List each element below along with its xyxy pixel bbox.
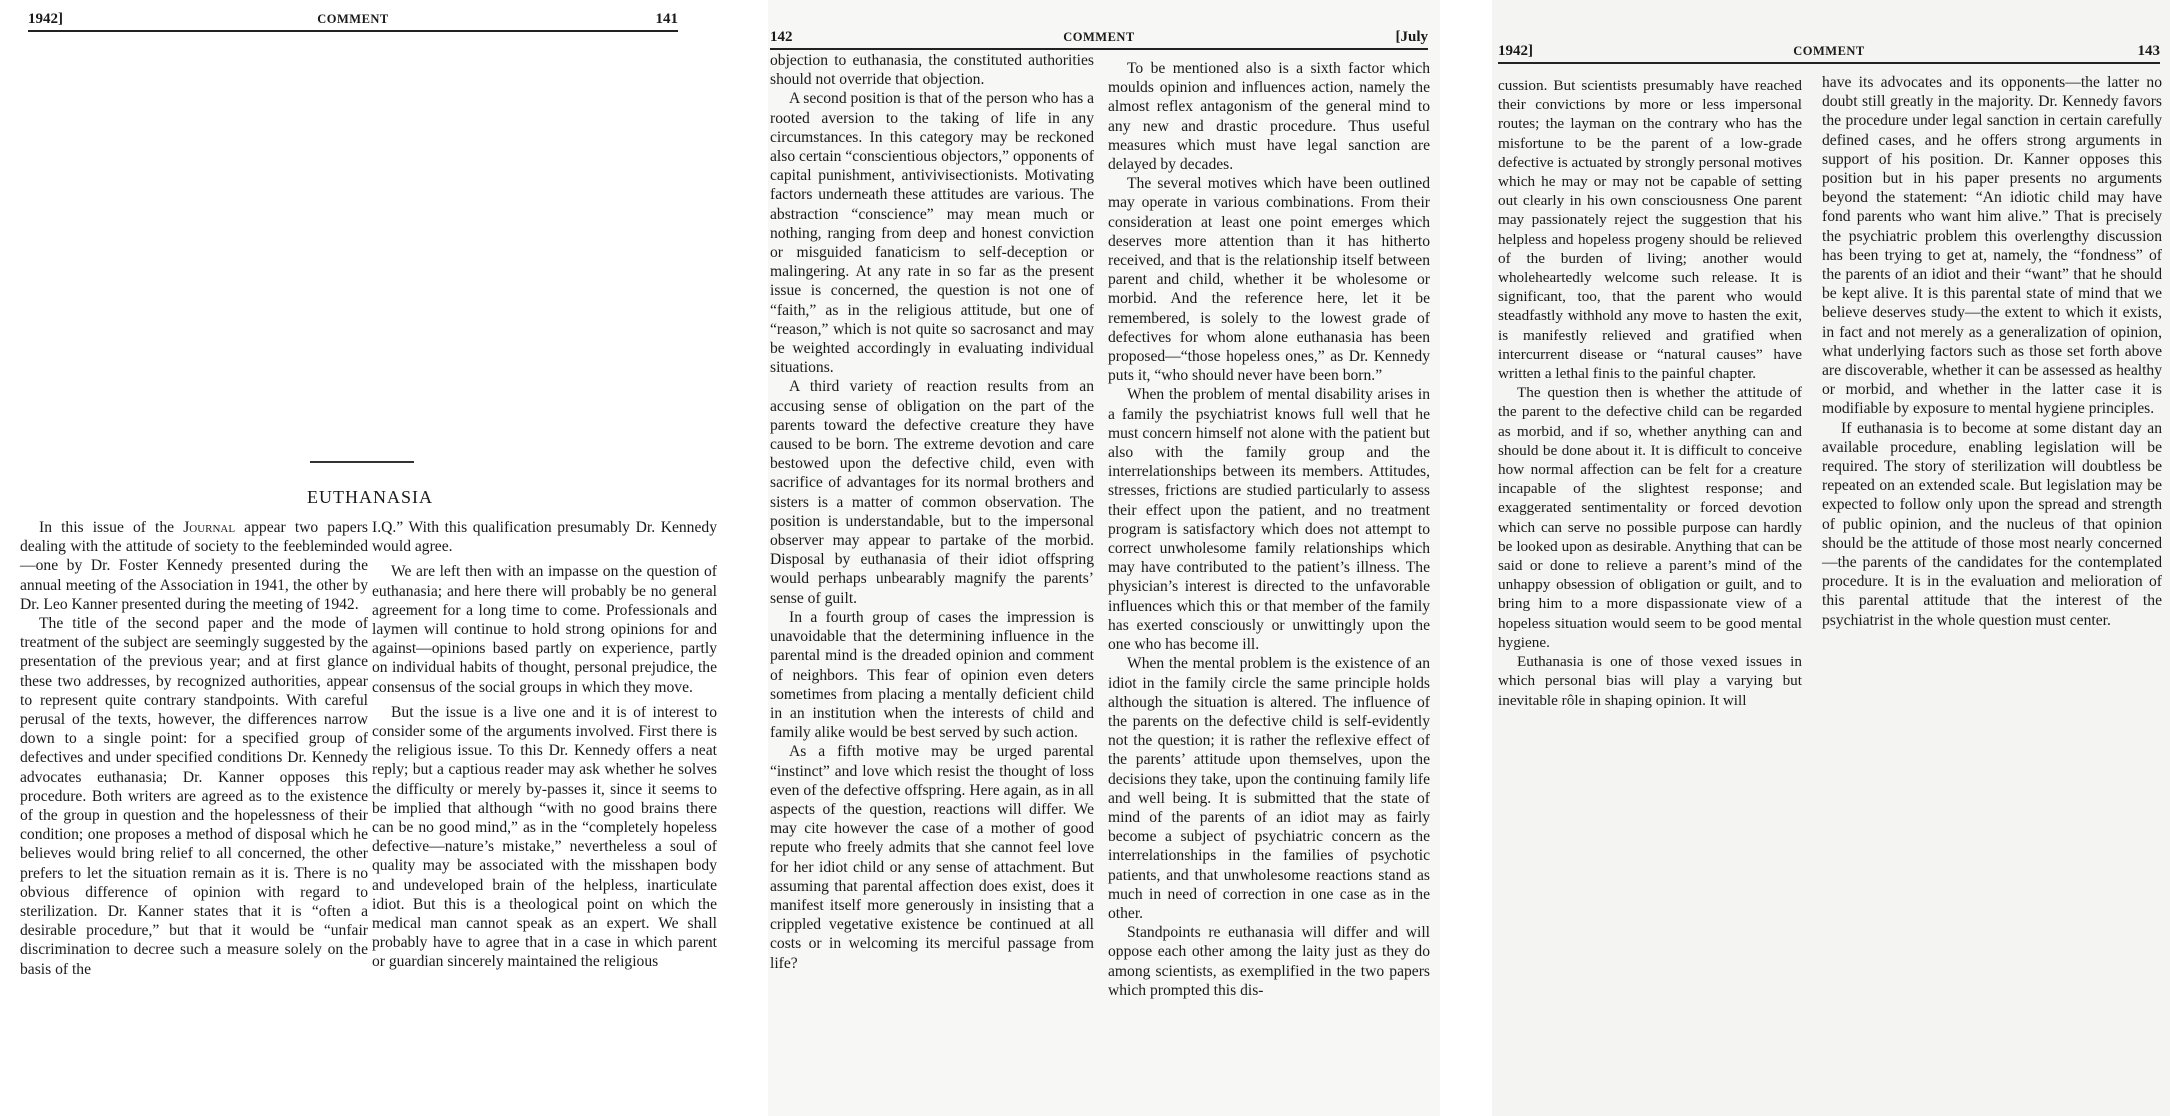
paragraph: The title of the second paper and the mode of treatment of the subject are seemingly suggested by the presentation of the previous year; and at first glance these two addresses, by recognized authorities, appear to represent quite contrary standpoints. With careful perusal of the texts, however, the differences narrow down to a single point: for a specified group of defectives and under specified conditions Dr. Kennedy advocates euthanasia; Dr. Kanner opposes this procedure. Both writers are agreed as to the existence of the group in question and the hopelessness of their condition; one proposes a method of disposal which he believes would bring relief to all concerned, the other prefers to let the situation remain as it is. There is no obvious difference of opinion with regard to sterilization. Dr. Kanner states that it is “often a desirable procedure,” but that it would be “unfair discrimination to decree such a measure solely on the basis of the [20, 615, 368, 978]
page-number: 143 [2137, 43, 2160, 59]
article-title: EUTHANASIA [307, 487, 433, 507]
paragraph-text: In this issue of the [39, 519, 184, 536]
running-head-year: 1942] [28, 11, 63, 27]
paragraph: The question then is whether the attitude of the parent to the defective child can be regarded as morbid, and if so, whether anything can and should be done about it. It is difficult to conceive how normal affection can be felt for a creature incapable of the slightest response; and exaggerated sentimentality or forced devotion which can serve no possible purpose can hardly be looked upon as desirable. Anything that can be said or done to relieve a parent’s mind of the unhappy obsession of obligation or guilt, and to bring him to a more dispassionate view of a hopeless situation would seem to be good mental hygiene. [1498, 384, 1802, 651]
page-number: 141 [655, 11, 678, 27]
paragraph: As a fifth motive may be urged parental “instinct” and love which resist the thought of loss even of the defective offspring. Here again, as in all aspects of the question, reactions will differ. We may cite however the case of a mother of good repute who freely admits that she cannot feel love for her idiot child or any sense of attachment. But assuming that parental affection does exist, does it manifest itself more generously in insisting that a crippled vegetative existence be continued at all costs or in welcoming its merciful passage from life? [770, 743, 1094, 972]
paragraph: The several motives which have been outlined may operate in various combinations. From their consideration at least one point emerges which deserves more attention than it has hitherto received, and that is the relationship itself between parent and child, whether it be wholesome or morbid. And the reference here, let it be remembered, is solely to the lowest grade of defectives for whom alone euthanasia has been proposed—“those hopeless ones,” as Dr. Kennedy puts it, “who should never have been born.” [1108, 175, 1430, 385]
running-head-month: [July [1395, 29, 1428, 45]
paragraph: In a fourth group of cases the impression is unavoidable that the determining influence in the parental mind is the dreaded opinion and comment of neighbors. This fear of opinion even deters sometimes from placing a mentally deficient child in an institution when the interests of child and family alike would be best served by such action. [770, 608, 1094, 742]
page-143 [1492, 0, 2170, 1116]
paragraph [20, 518, 368, 614]
paragraph: When the mental problem is the existence of an idiot in the family circle the same principle holds although the situation is altered. The influence of the parents on the defective child is self-evidently not the question; it is rather the reflexive effect of the parents’ attitude upon themselves, upon the decisions they take, upon the continuing family life and well being. It is submitted that the state of mind of the parents of an idiot may as fairly become a subject of psychiatric concern as the interrelationships in the families of psychotic patients, and that unwholesome reactions stand as much in need of correction in one case as in the other. [1108, 655, 1430, 922]
page-number: 142 [770, 29, 793, 45]
paragraph: We are left then with an impasse on the question of euthanasia; and here there will probably be no general agreement for a long time to come. Professionals and laymen will continue to hold strong opinions for and against—opinions based partly on experience, partly on individual habits of thought, personal prejudice, the consensus of the social groups in which they move. [372, 563, 717, 696]
column-right [372, 518, 717, 972]
paragraph: To be mentioned also is a sixth factor which moulds opinion and influences action, namely the almost reflex antagonism of the general mind to any new and drastic procedure. Thus useful measures which must have legal sanction are delayed by decades. [1108, 60, 1430, 174]
running-head-section: COMMENT [1793, 44, 1865, 58]
column-left [20, 518, 368, 979]
paragraph: I.Q.” With this qualification presumably Dr. Kennedy would agree. [372, 519, 717, 556]
running-head-section: COMMENT [1063, 30, 1135, 44]
paragraph: But the issue is a live one and it is of interest to consider some of the arguments involved. First there is the religious issue. To this Dr. Kennedy offers a neat reply; but a captious reader may ask whether he solves the difficulty or merely by-passes it, since it seems to be implied that although “with no good brains there can be no good mind,” as in the “completely hopeless defective—nature’s mistake,” nevertheless a soul of quality may be associated with the misshapen body and undeveloped brain of the helpless, inarticulate idiot. But this is a theological point on which the medical man cannot speak as an expert. We shall probably have to agree that in a case in which parent or guardian sincerely maintained the religious [372, 703, 717, 971]
running-head [1498, 36, 2160, 64]
running-head-year: 1942] [1498, 43, 1533, 59]
paragraph: cussion. But scientists presumably have reached their convictions by more or less impersonal routes; the layman on the contrary who has the misfortune to be the parent of a low-grade defective is actuated by strongly personal motives which he may or may not be capable of setting out clearly in his own consciousness One parent may passionately reject the suggestion that his helpless and hopeless progeny should be relieved of the burden of living; another would wholeheartedly welcome such release. It is significant, too, that the parent who would steadfastly withhold any move to hasten the exit, is manifestly relieved and gratified when intercurrent disease or “natural causes” have written a lethal finis to the painful chapter. [1498, 77, 1802, 383]
paragraph: A second position is that of the person who has a rooted aversion to the taking of life in any circumstances. In this category may be reckoned also certain “conscientious objectors,” opponents of capital punishment, antivivisectionists. Motivating factors underneath these attitudes are various. The abstraction “conscience” may mean much or nothing, ranging from deep and honest conviction or misguided fanaticism to self-deception or malingering. At any rate in so far as the present issue is concerned, the question is not one of “faith,” as in the religious attitude, but one of “reason,” which is not quite so sacrosanct and may be weighted accordingly in evaluating individual situations. [770, 90, 1094, 377]
paragraph: If euthanasia is to become at some distant day an available procedure, enabling legislation will be required. The story of sterilization will doubtless be repeated on an extended scale. But legislation may be expected to follow only upon the spread and strength of public opinion, and the nucleus of that opinion should be the attitude of those most nearly concerned—the parents of the candidates for the contemplated procedure. It is in the evaluation and melioration of this parental attitude that the interest of the psychiatrist in the whole question must center. [1822, 419, 2162, 629]
title-rule [310, 461, 414, 463]
paragraph: When the problem of mental disability arises in a family the psychiatrist knows full well that he must concern himself not alone with the patient but also with the family group and the interrelationships between its members. Attitudes, stresses, frictions are studied particularly to assess their effect upon the patient, and no treatment program is satisfactory which does not attempt to correct unwholesome family relationships which may have contributed to the patient’s illness. The physician’s interest is directed to the unfavorable influences which this or that member of the family has exerted consciously or unwittingly upon the one who has become ill. [1108, 386, 1430, 654]
paragraph: objection to euthanasia, the constituted authorities should not override that objection. [770, 52, 1094, 89]
running-head [770, 22, 1428, 50]
page-141 [0, 0, 740, 1116]
page-142 [768, 0, 1440, 1116]
running-head [28, 4, 678, 32]
paragraph: Euthanasia is one of those vexed issues in which personal bias will play a varying but inevitable rôle in shaping opinion. It will [1498, 653, 1802, 709]
paragraph: A third variety of reaction results from an accusing sense of obligation on the part of the parents toward the defective creature they have caused to be born. The extreme devotion and care bestowed upon the defective child, even with sacrifice of advantages for its normal brothers and sisters is a matter of common observation. The position is understandable, but to the impersonal observer may appear to partake of the morbid. Disposal by euthanasia of their idiot offspring would perhaps unbearably magnify the parents’ sense of guilt. [770, 378, 1094, 607]
column-left [770, 51, 1094, 973]
column-right [1108, 59, 1430, 1000]
paragraph: Standpoints re euthanasia will differ and will oppose each other among the laity just as they do among scientists, as exemplified in the two papers which prompted this dis- [1108, 924, 1430, 999]
paragraph-text: appear two papers dealing with the attitude of society to the feebleminded—one by Dr. Foster Kennedy presented during the annual meeting of the Association in 1941, the other by Dr. Leo Kanner presented during the meeting of 1942. [20, 519, 368, 613]
column-right [1822, 73, 2162, 630]
column-left [1498, 76, 1802, 710]
running-head-section: COMMENT [317, 12, 389, 26]
journal-name: Journal [183, 519, 236, 536]
paragraph: have its advocates and its opponents—the latter no doubt still greatly in the majority. Dr. Kennedy favors the procedure under legal sanction in certain carefully defined cases, and he offers strong arguments in support of his position. Dr. Kanner opposes this position but in his paper presents no arguments beyond the statement: “An idiotic child may have fond parents who want him alive.” That is precisely the psychiatric problem this overlengthy discussion has been trying to get at, namely, the “fondness” of the parents of an idiot and their “want” that he should be kept alive. It is this parental state of mind that we believe deserves study—the extent to which it exists, in fact and not merely as a generalization of opinion, what underlying factors such as those set forth above are discoverable, whether it can be assessed as healthy or morbid, and whether in the latter case it is modifiable by exposure to mental hygiene principles. [1822, 74, 2162, 418]
